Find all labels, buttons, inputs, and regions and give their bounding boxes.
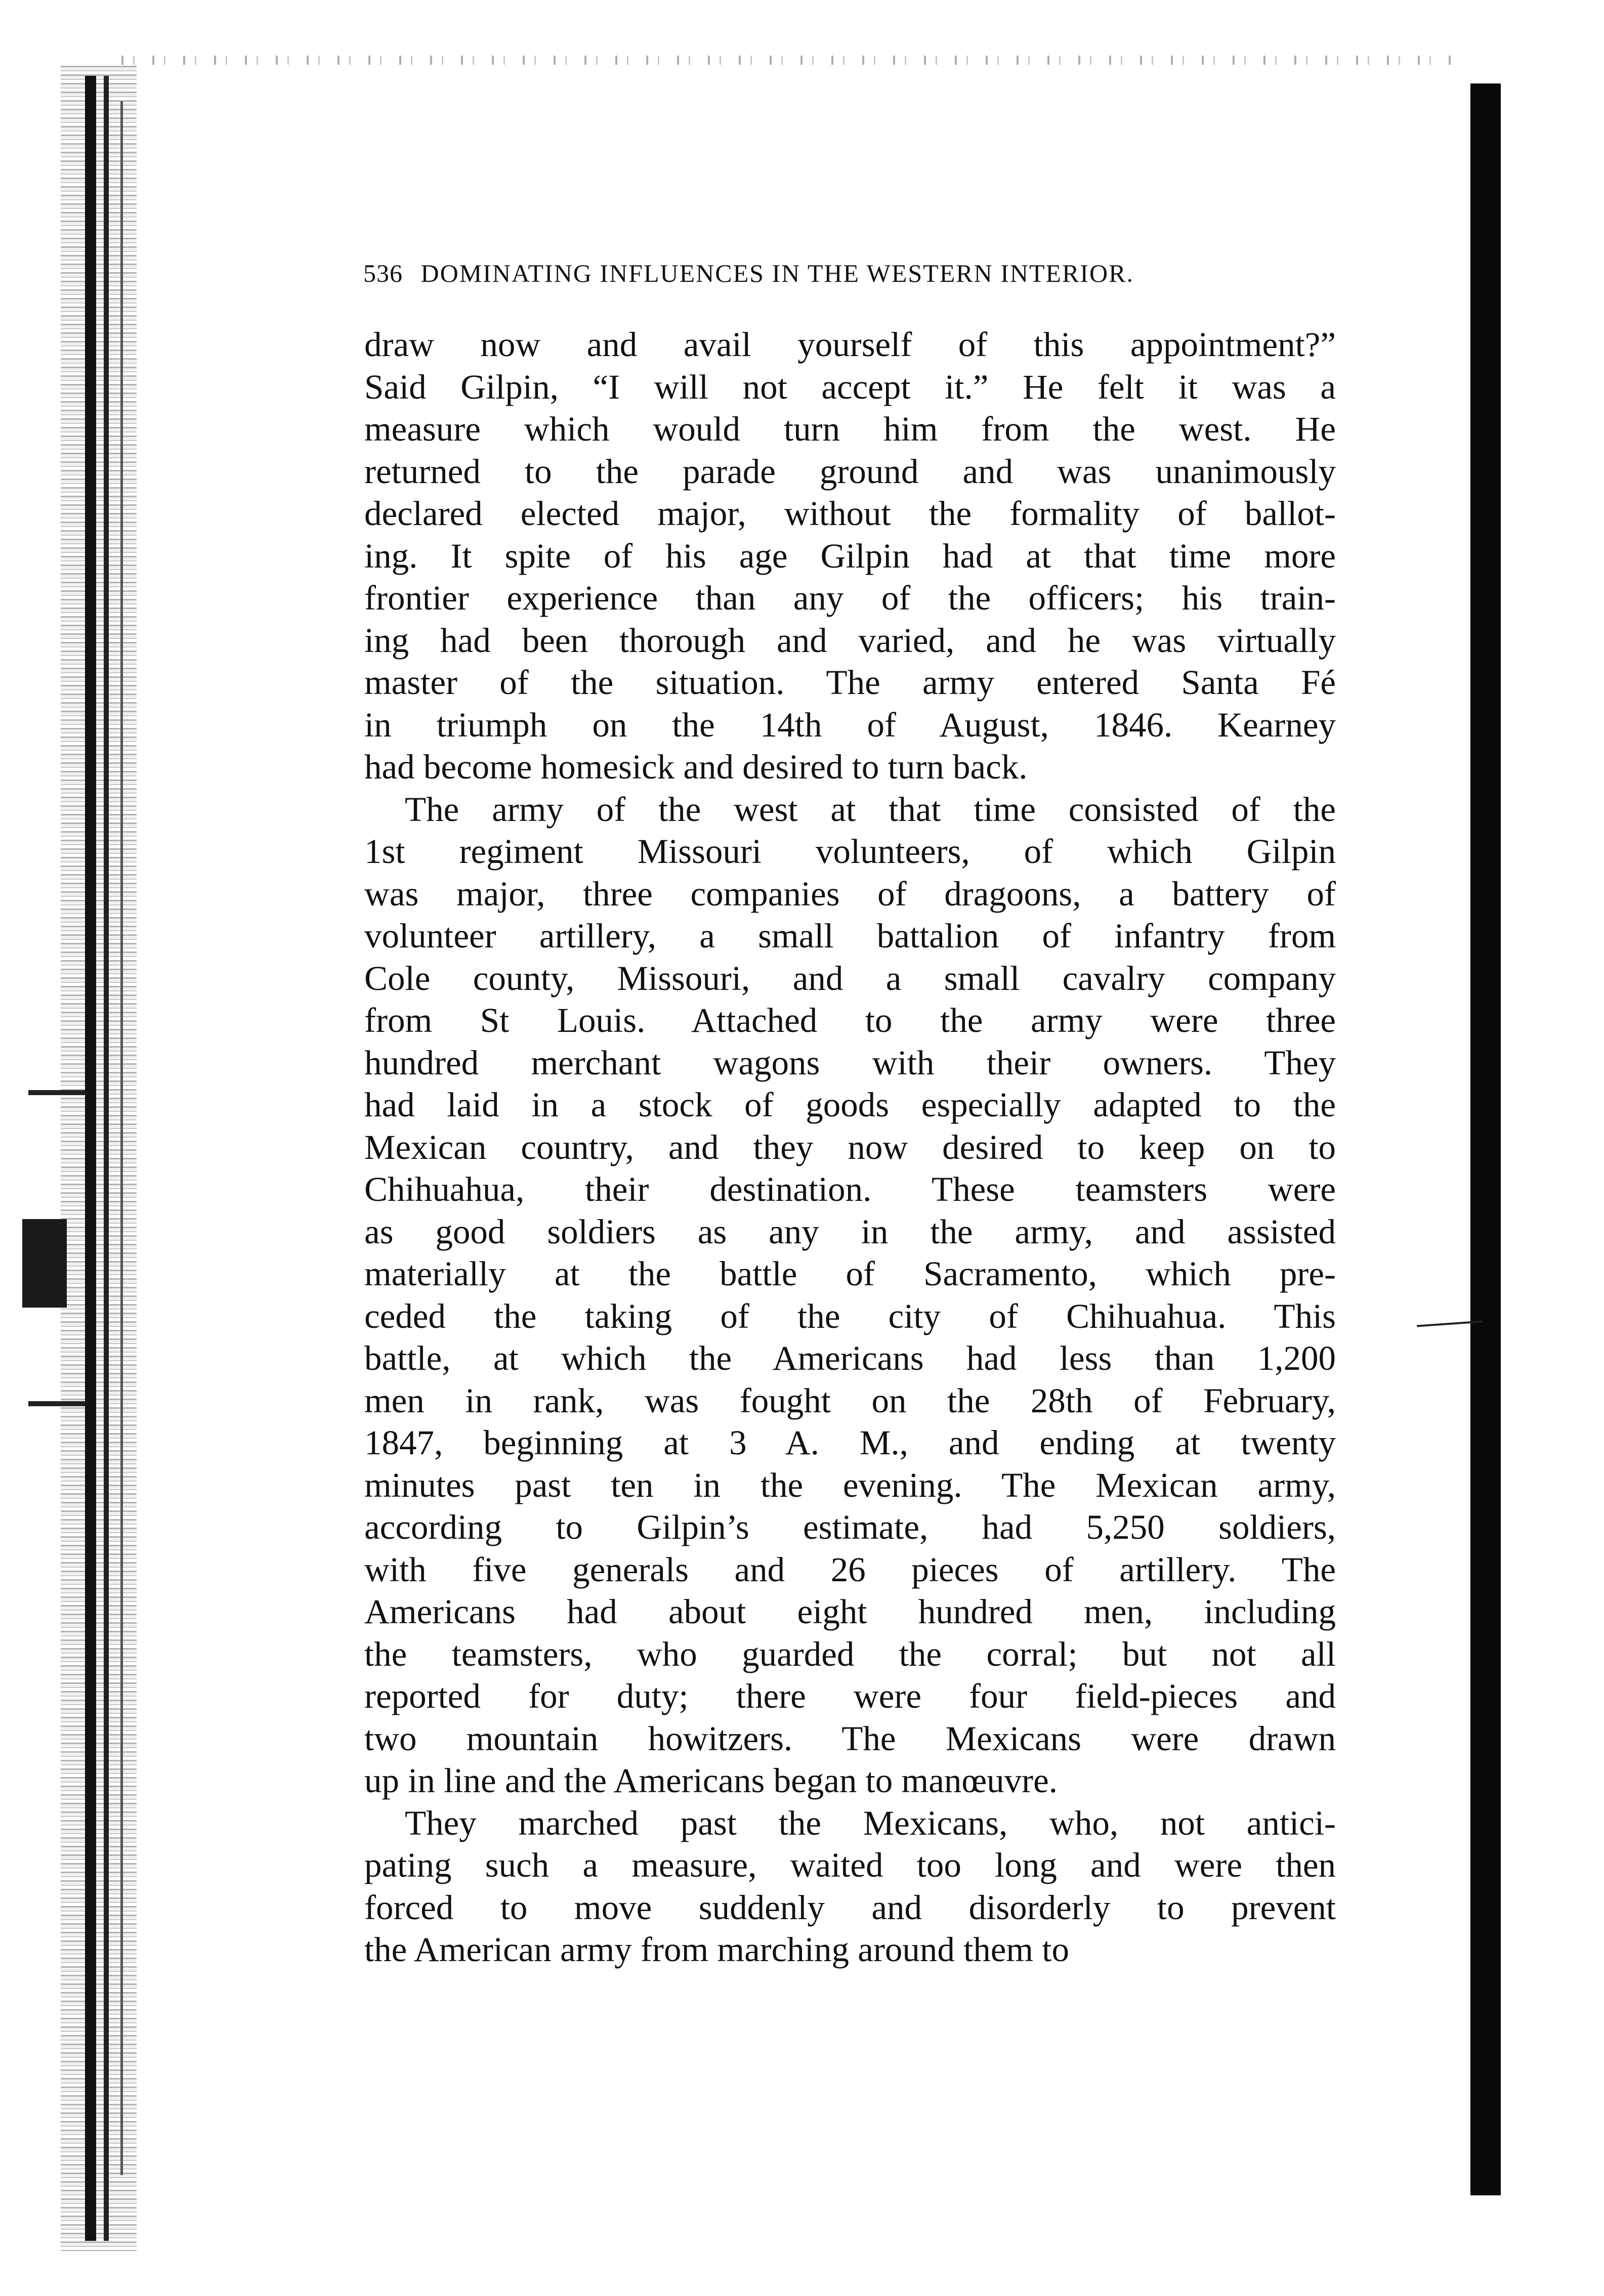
text-line: hundred merchant wagons with their owners. They	[364, 1043, 1336, 1082]
text-line: declared elected major, without the formality of ballot-	[364, 494, 1336, 533]
text-line: according to Gilpin’s estimate, had 5,250 soldiers,	[364, 1508, 1336, 1546]
scan-margin-tick	[28, 1401, 85, 1406]
paragraph	[364, 1802, 1336, 1971]
running-header	[363, 258, 1350, 288]
scan-binding-rule	[104, 76, 109, 2241]
text-line: ceded the taking of the city of Chihuahua. This	[364, 1296, 1336, 1335]
text-line: forced to move suddenly and disorderly to prevent	[364, 1888, 1336, 1927]
text-line: Mexican country, and they now desired to keep on to	[364, 1128, 1336, 1166]
scan-dark-block	[22, 1219, 67, 1308]
text-line: Chihuahua, their destination. These teamsters were	[364, 1170, 1336, 1208]
text-line: as good soldiers as any in the army, and assisted	[364, 1212, 1336, 1251]
body-text	[364, 324, 1336, 1971]
text-line: 1847, beginning at 3 A. M., and ending at twenty	[364, 1423, 1336, 1462]
text-line: master of the situation. The army entered Santa Fé	[364, 663, 1336, 702]
text-line: from St Louis. Attached to the army were three	[364, 1001, 1336, 1039]
text-line: was major, three companies of dragoons, a battery of	[364, 874, 1336, 913]
scan-margin-tick	[28, 1090, 85, 1095]
running-title: DOMINATING INFLUENCES IN THE WESTERN INTERIOR.	[420, 259, 1134, 287]
text-line: had laid in a stock of goods especially adapted to the	[364, 1086, 1336, 1124]
text-line: men in rank, was fought on the 28th of February,	[364, 1381, 1336, 1420]
text-line: minutes past ten in the evening. The Mexican army,	[364, 1465, 1336, 1504]
text-line: pating such a measure, waited too long and were then	[364, 1846, 1336, 1884]
paragraph	[364, 324, 1336, 789]
scan-binding-rule	[85, 76, 96, 2241]
text-line: had become homesick and desired to turn back.	[364, 748, 1028, 786]
text-line: draw now and avail yourself of this appointment?”	[364, 325, 1336, 364]
text-line: returned to the parade ground and was unanimously	[364, 452, 1336, 491]
text-line: measure which would turn him from the west. He	[364, 410, 1336, 448]
text-line: materially at the battle of Sacramento, which pre-	[364, 1254, 1336, 1293]
text-line: the teamsters, who guarded the corral; but not all	[364, 1634, 1336, 1673]
page-number: 536	[363, 259, 403, 287]
text-line: volunteer artillery, a small battalion of infantry from	[364, 917, 1336, 955]
text-line: Said Gilpin, “I will not accept it.” He felt it was a	[364, 367, 1336, 406]
text-line: two mountain howitzers. The Mexicans were drawn	[364, 1719, 1336, 1758]
text-line: They marched past the Mexicans, who, not antici-	[405, 1803, 1336, 1842]
text-line: in triumph on the 14th of August, 1846. Kearney	[364, 705, 1336, 744]
text-line: battle, at which the Americans had less than 1,200	[364, 1339, 1336, 1377]
scan-binding-rule	[120, 101, 123, 2175]
text-line: The army of the west at that time consisted of the	[405, 790, 1336, 829]
text-line: reported for duty; there were four field-pieces and	[364, 1677, 1336, 1715]
text-line: with five generals and 26 pieces of artillery. The	[364, 1550, 1336, 1589]
text-line: ing. It spite of his age Gilpin had at that time more	[364, 536, 1336, 575]
text-line: 1st regiment Missouri volunteers, of which Gilpin	[364, 832, 1336, 871]
text-line: up in line and the Americans began to manœuvre.	[364, 1761, 1058, 1800]
text-line: ing had been thorough and varied, and he was virtually	[364, 621, 1336, 660]
scan-noise-top	[121, 56, 1457, 65]
paragraph	[364, 789, 1336, 1802]
text-line: Cole county, Missouri, and a small cavalry company	[364, 959, 1336, 998]
text-line: the American army from marching around them to	[364, 1930, 1069, 1969]
scan-edge-shadow	[1470, 83, 1501, 2195]
text-line: frontier experience than any of the officers; his train-	[364, 579, 1336, 617]
scan-binding-shadow	[61, 66, 137, 2251]
text-line: Americans had about eight hundred men, including	[364, 1592, 1336, 1631]
